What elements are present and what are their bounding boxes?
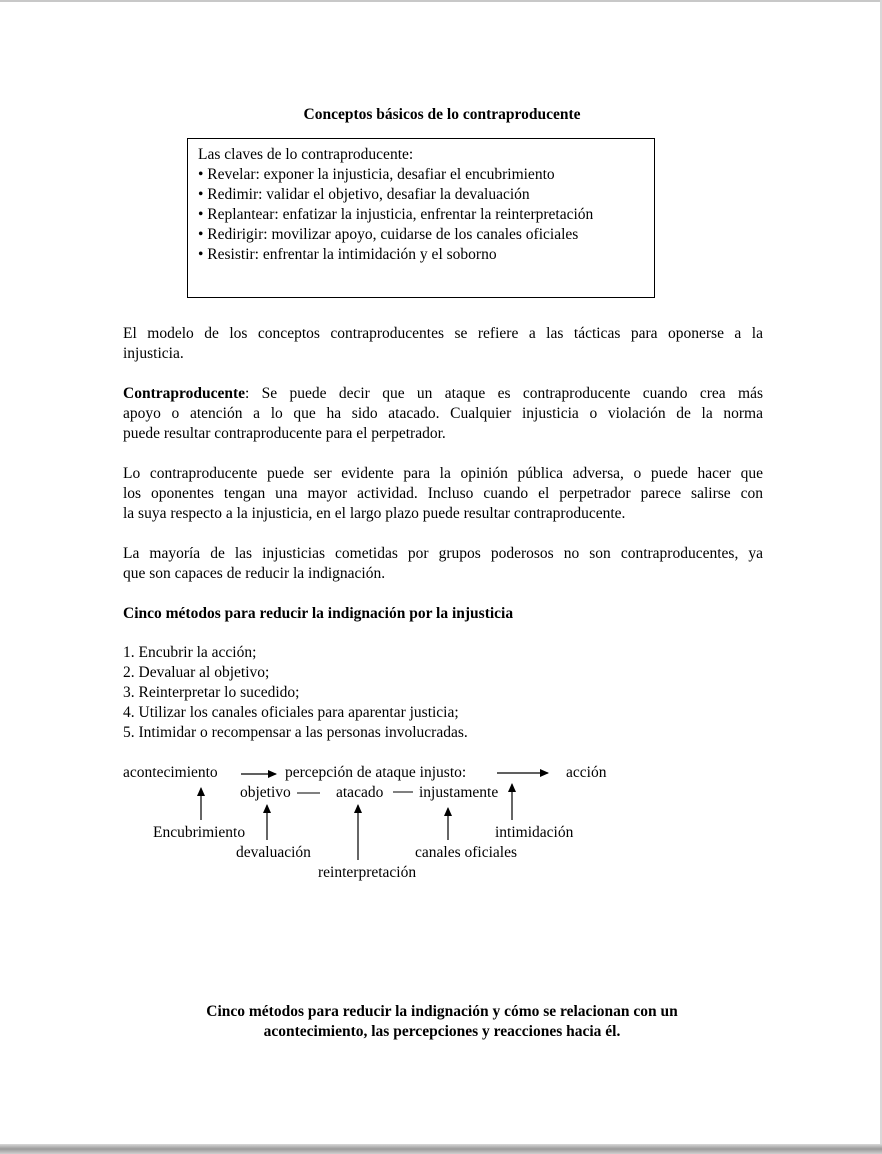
list-item: 4. Utilizar los canales oficiales para aparentar justicia; xyxy=(123,704,459,721)
label-injustamente: injustamente xyxy=(419,784,499,801)
term-bold: Contraproducente xyxy=(123,385,245,402)
page-bottom-bar xyxy=(0,1144,882,1154)
list-item: 5. Intimidar o recompensar a las personas involucradas. xyxy=(123,724,468,741)
document-title: Conceptos básicos de lo contraproducente xyxy=(303,106,581,123)
keys-box-item: • Redirigir: movilizar apoyo, cuidarse de los canales oficiales xyxy=(198,226,579,243)
page-top-border xyxy=(0,0,882,2)
paragraph-line xyxy=(123,384,763,404)
keys-box-item: • Revelar: exponer la injusticia, desafiar el encubrimiento xyxy=(198,166,555,183)
paragraph-line: que son capaces de reducir la indignación. xyxy=(123,565,386,582)
diagram-caption xyxy=(0,1002,882,1042)
paragraph-line: El modelo de los conceptos contraproducentes se refiere a las tácticas para oponerse a la xyxy=(123,325,763,342)
label-devaluacion: devaluación xyxy=(236,844,311,861)
caption-line: acontecimiento, las percepciones y reacciones hacia él. xyxy=(263,1023,621,1040)
methods-heading: Cinco métodos para reducir la indignación por la injusticia xyxy=(123,605,514,622)
label-accion: acción xyxy=(566,764,607,781)
label-encubrimiento: Encubrimiento xyxy=(153,824,246,841)
label-acontecimiento: acontecimiento xyxy=(123,764,218,781)
paragraph-line: puede resultar contraproducente para el perpetrador. xyxy=(123,425,446,442)
paragraph-line: La mayoría de las injusticias cometidas por grupos poderosos no son contraproducentes, ya xyxy=(123,545,763,562)
keys-box xyxy=(187,138,655,298)
paragraph-line: injusticia. xyxy=(123,345,184,362)
keys-box-item: • Resistir: enfrentar la intimidación y el soborno xyxy=(198,246,497,263)
paragraph-line: apoyo o atención a lo que ha sido atacado. Cualquier injusticia o violación de la norma xyxy=(123,405,763,422)
label-atacado: atacado xyxy=(336,784,384,801)
keys-box-item: • Replantear: enfatizar la injusticia, enfrentar la reinterpretación xyxy=(198,206,594,223)
label-reinterpretacion: reinterpretación xyxy=(318,864,417,881)
label-objetivo: objetivo xyxy=(240,784,291,801)
paragraph-line: Lo contraproducente puede ser evidente para la opinión pública adversa, o puede hacer que xyxy=(123,465,763,482)
list-item: 1. Encubrir la acción; xyxy=(123,644,257,661)
keys-box-heading: Las claves de lo contraproducente: xyxy=(198,146,414,163)
label-canales-oficiales: canales oficiales xyxy=(415,844,517,861)
paragraph-model xyxy=(123,324,763,364)
paragraph-line: la suya respecto a la injusticia, en el largo plazo puede resultar contraproducente. xyxy=(123,505,626,522)
label-percepcion: percepción de ataque injusto: xyxy=(285,764,467,781)
paragraph-evidence xyxy=(123,464,763,524)
label-intimidacion: intimidación xyxy=(495,824,574,841)
paragraph-majority xyxy=(123,544,763,584)
paragraph-line-rest: : Se puede decir que un ataque es contraproducente cuando crea más xyxy=(245,385,763,402)
list-item: 3. Reinterpretar lo sucedido; xyxy=(123,684,300,701)
paragraph-line: los oponentes tengan una mayor actividad. Incluso cuando el perpetrador parece salirse con xyxy=(123,485,763,502)
methods-list xyxy=(123,643,468,743)
keys-box-item: • Redimir: validar el objetivo, desafiar la devaluación xyxy=(198,186,530,203)
list-item: 2. Devaluar al objetivo; xyxy=(123,664,270,681)
caption-line: Cinco métodos para reducir la indignación y cómo se relacionan con un xyxy=(206,1003,678,1020)
paragraph-definition xyxy=(123,384,763,444)
